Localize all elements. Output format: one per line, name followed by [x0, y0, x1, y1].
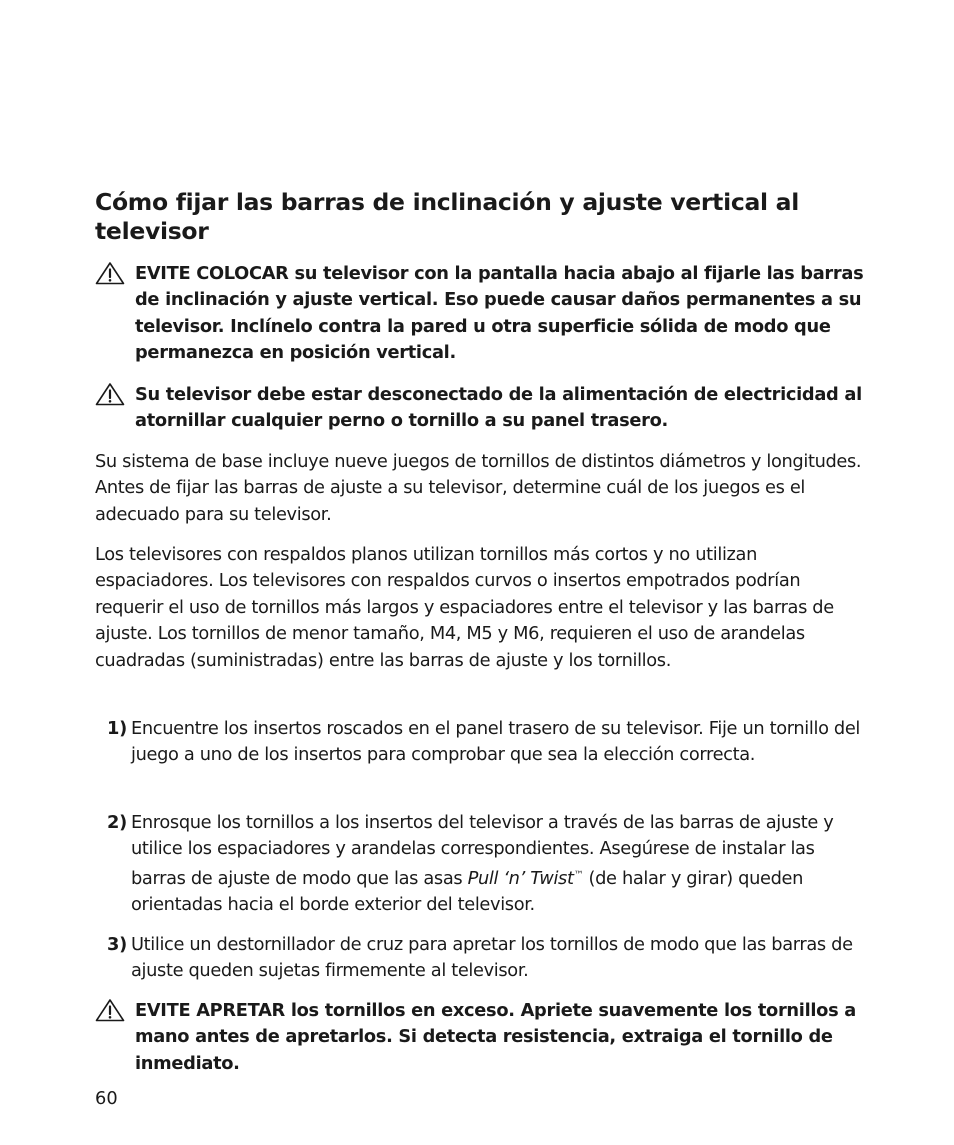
- step-text: [131, 810, 870, 919]
- warning-triangle-icon: [95, 261, 125, 285]
- warning-text: EVITE COLOCAR su televisor con la pantalla hacia abajo al fijarle las barras de inclinación y ajuste vertical. Eso puede causar daños permanentes a su televisor. Inclínelo contra la pared u otra superficie sólida de modo que permanezca en posición vertical.: [135, 263, 864, 364]
- step-3: [95, 932, 870, 985]
- product-name: Pull ‘n’ Twist: [467, 867, 574, 889]
- body-paragraph-screw-sets: Su sistema de base incluye nueve juegos de tornillos de distintos diámetros y longitudes. Antes de fijar las barras de ajuste a su televisor, determine cuál de los juegos es el adecuado para su televisor.: [95, 451, 862, 525]
- step-text-before: Enrosque los tornillos a los insertos del televisor a través de las barras de ajuste y utilice los espaciadores y arandelas correspondientes. Asegúrese de instalar las barras de ajuste de modo que las asas: [131, 812, 834, 889]
- warning-text: EVITE APRETAR los tornillos en exceso. Apriete suavemente los tornillos a mano antes de apretarlos. Si detecta resistencia, extraiga el tornillo de inmediato.: [135, 1000, 856, 1074]
- warning-disconnect-power: [95, 382, 870, 435]
- body-paragraph-tv-backs: Los televisores con respaldos planos utilizan tornillos más cortos y no utilizan espaciadores. Los televisores con respaldos curvos o insertos empotrados podrían requerir el uso de tornillos más largos y espaciadores entre el televisor y las barras de ajuste. Los tornillos de menor tamaño, M4, M5 y M6, requieren el uso de arandelas cuadradas (suministradas) entre las barras de ajuste y los tornillos.: [95, 544, 834, 671]
- step-text: Utilice un destornillador de cruz para apretar los tornillos de modo que las barras de ajuste queden sujetas firmemente al televisor.: [131, 934, 853, 982]
- warning-text: Su televisor debe estar desconectado de la alimentación de electricidad al atornillar cualquier perno o tornillo a su panel trasero.: [135, 384, 862, 432]
- step-text: Encuentre los insertos roscados en el panel trasero de su televisor. Fije un tornillo del juego a uno de los insertos para comprobar que sea la elección correcta.: [131, 718, 861, 766]
- warning-triangle-icon: [95, 382, 125, 406]
- warning-triangle-icon: [95, 998, 125, 1022]
- step-text-after: (de halar y girar) queden orientadas hacia el borde exterior del televisor.: [131, 867, 804, 916]
- section-heading: Cómo fijar las barras de inclinación y ajuste vertical al televisor: [95, 188, 799, 245]
- step-number: 1): [107, 718, 127, 739]
- warning-overtighten: [95, 998, 870, 1077]
- step-number: 3): [107, 934, 127, 955]
- step-2: [95, 810, 870, 919]
- warning-face-down: [95, 261, 870, 367]
- page-number: 60: [95, 1088, 118, 1109]
- trademark-symbol: ™: [573, 869, 584, 881]
- step-number: 2): [107, 812, 127, 833]
- step-1: [95, 716, 870, 769]
